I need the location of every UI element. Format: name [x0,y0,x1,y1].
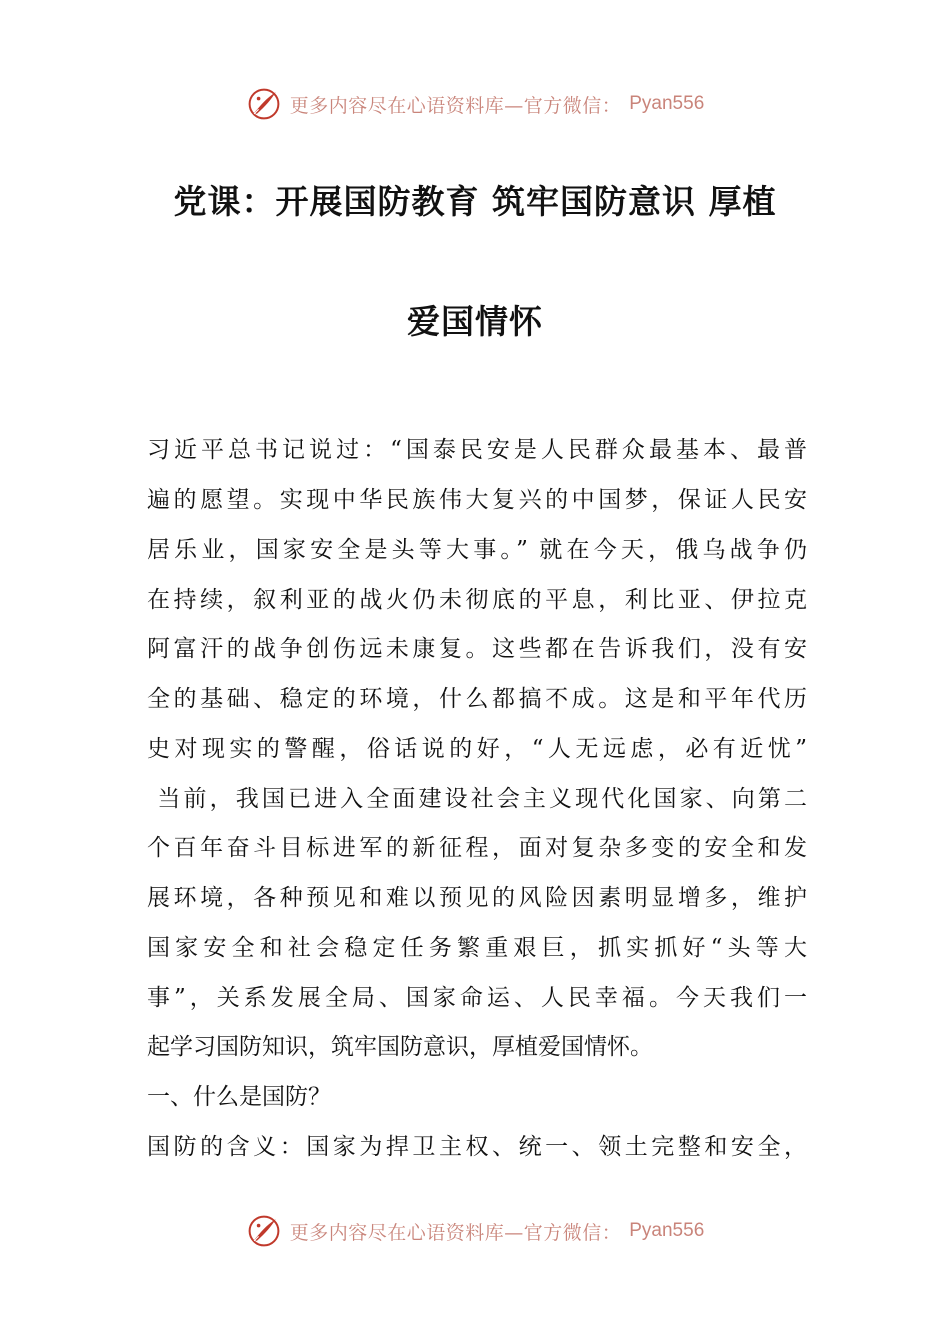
body-line-7: 史对现实的警醒，俗话说的好，“人无远虑，必有近忧” [147,736,807,762]
watermark-header [0,84,950,124]
watermark-handle: Pyan556 [629,1220,705,1241]
body-line-2: 遍的愿望。实现中华民族伟大复兴的中国梦，保证人民安 [147,487,807,513]
body-line-6: 全的基础、稳定的环境，什么都搞不成。这是和平年代历 [147,686,807,712]
document-title-line-2: 爱国情怀 [407,302,543,341]
body-line-3: 居乐业，国家安全是头等大事。” 就在今天，俄乌战争仍 [147,537,807,563]
body-line-15: 国防的含义：国家为捍卫主权、统一、领土完整和安全， [147,1134,807,1160]
body-line-9: 个百年奋斗目标进军的新征程，面对复杂多变的安全和发 [147,835,807,861]
quill-pen-logo-icon [246,86,282,122]
body-line-5: 阿富汗的战争创伤远未康复。这些都在告诉我们，没有安 [147,636,807,662]
quill-pen-logo-icon [246,1213,282,1249]
watermark-text: 更多内容尽在心语资料库—官方微信： [289,1221,622,1244]
body-line-1: 习近平总书记说过：“国泰民安是人民群众最基本、最普 [147,437,807,463]
section-heading-1: 一、什么是国防？ [147,1084,331,1110]
watermark-footer [0,1211,950,1251]
body-line-4: 在持续，叙利亚的战火仍未彻底的平息，利比亚、伊拉克 [147,587,807,613]
body-line-13: 起学习国防知识，筑牢国防意识，厚植爱国情怀。 [147,1034,653,1060]
body-line-10: 展环境，各种预见和难以预见的风险因素明显增多，维护 [147,885,807,911]
document-title-line-1: 党课：开展国防教育 筑牢国防意识 厚植 [173,182,777,221]
watermark-text: 更多内容尽在心语资料库—官方微信： [289,94,622,117]
watermark-handle: Pyan556 [629,93,705,114]
body-line-8: 当前，我国已进入全面建设社会主义现代化国家、向第二 [147,786,807,812]
body-line-11: 国家安全和社会稳定任务繁重艰巨，抓实抓好“头等大 [147,935,807,961]
body-line-12: 事”，关系发展全局、国家命运、人民幸福。今天我们一 [147,985,807,1011]
